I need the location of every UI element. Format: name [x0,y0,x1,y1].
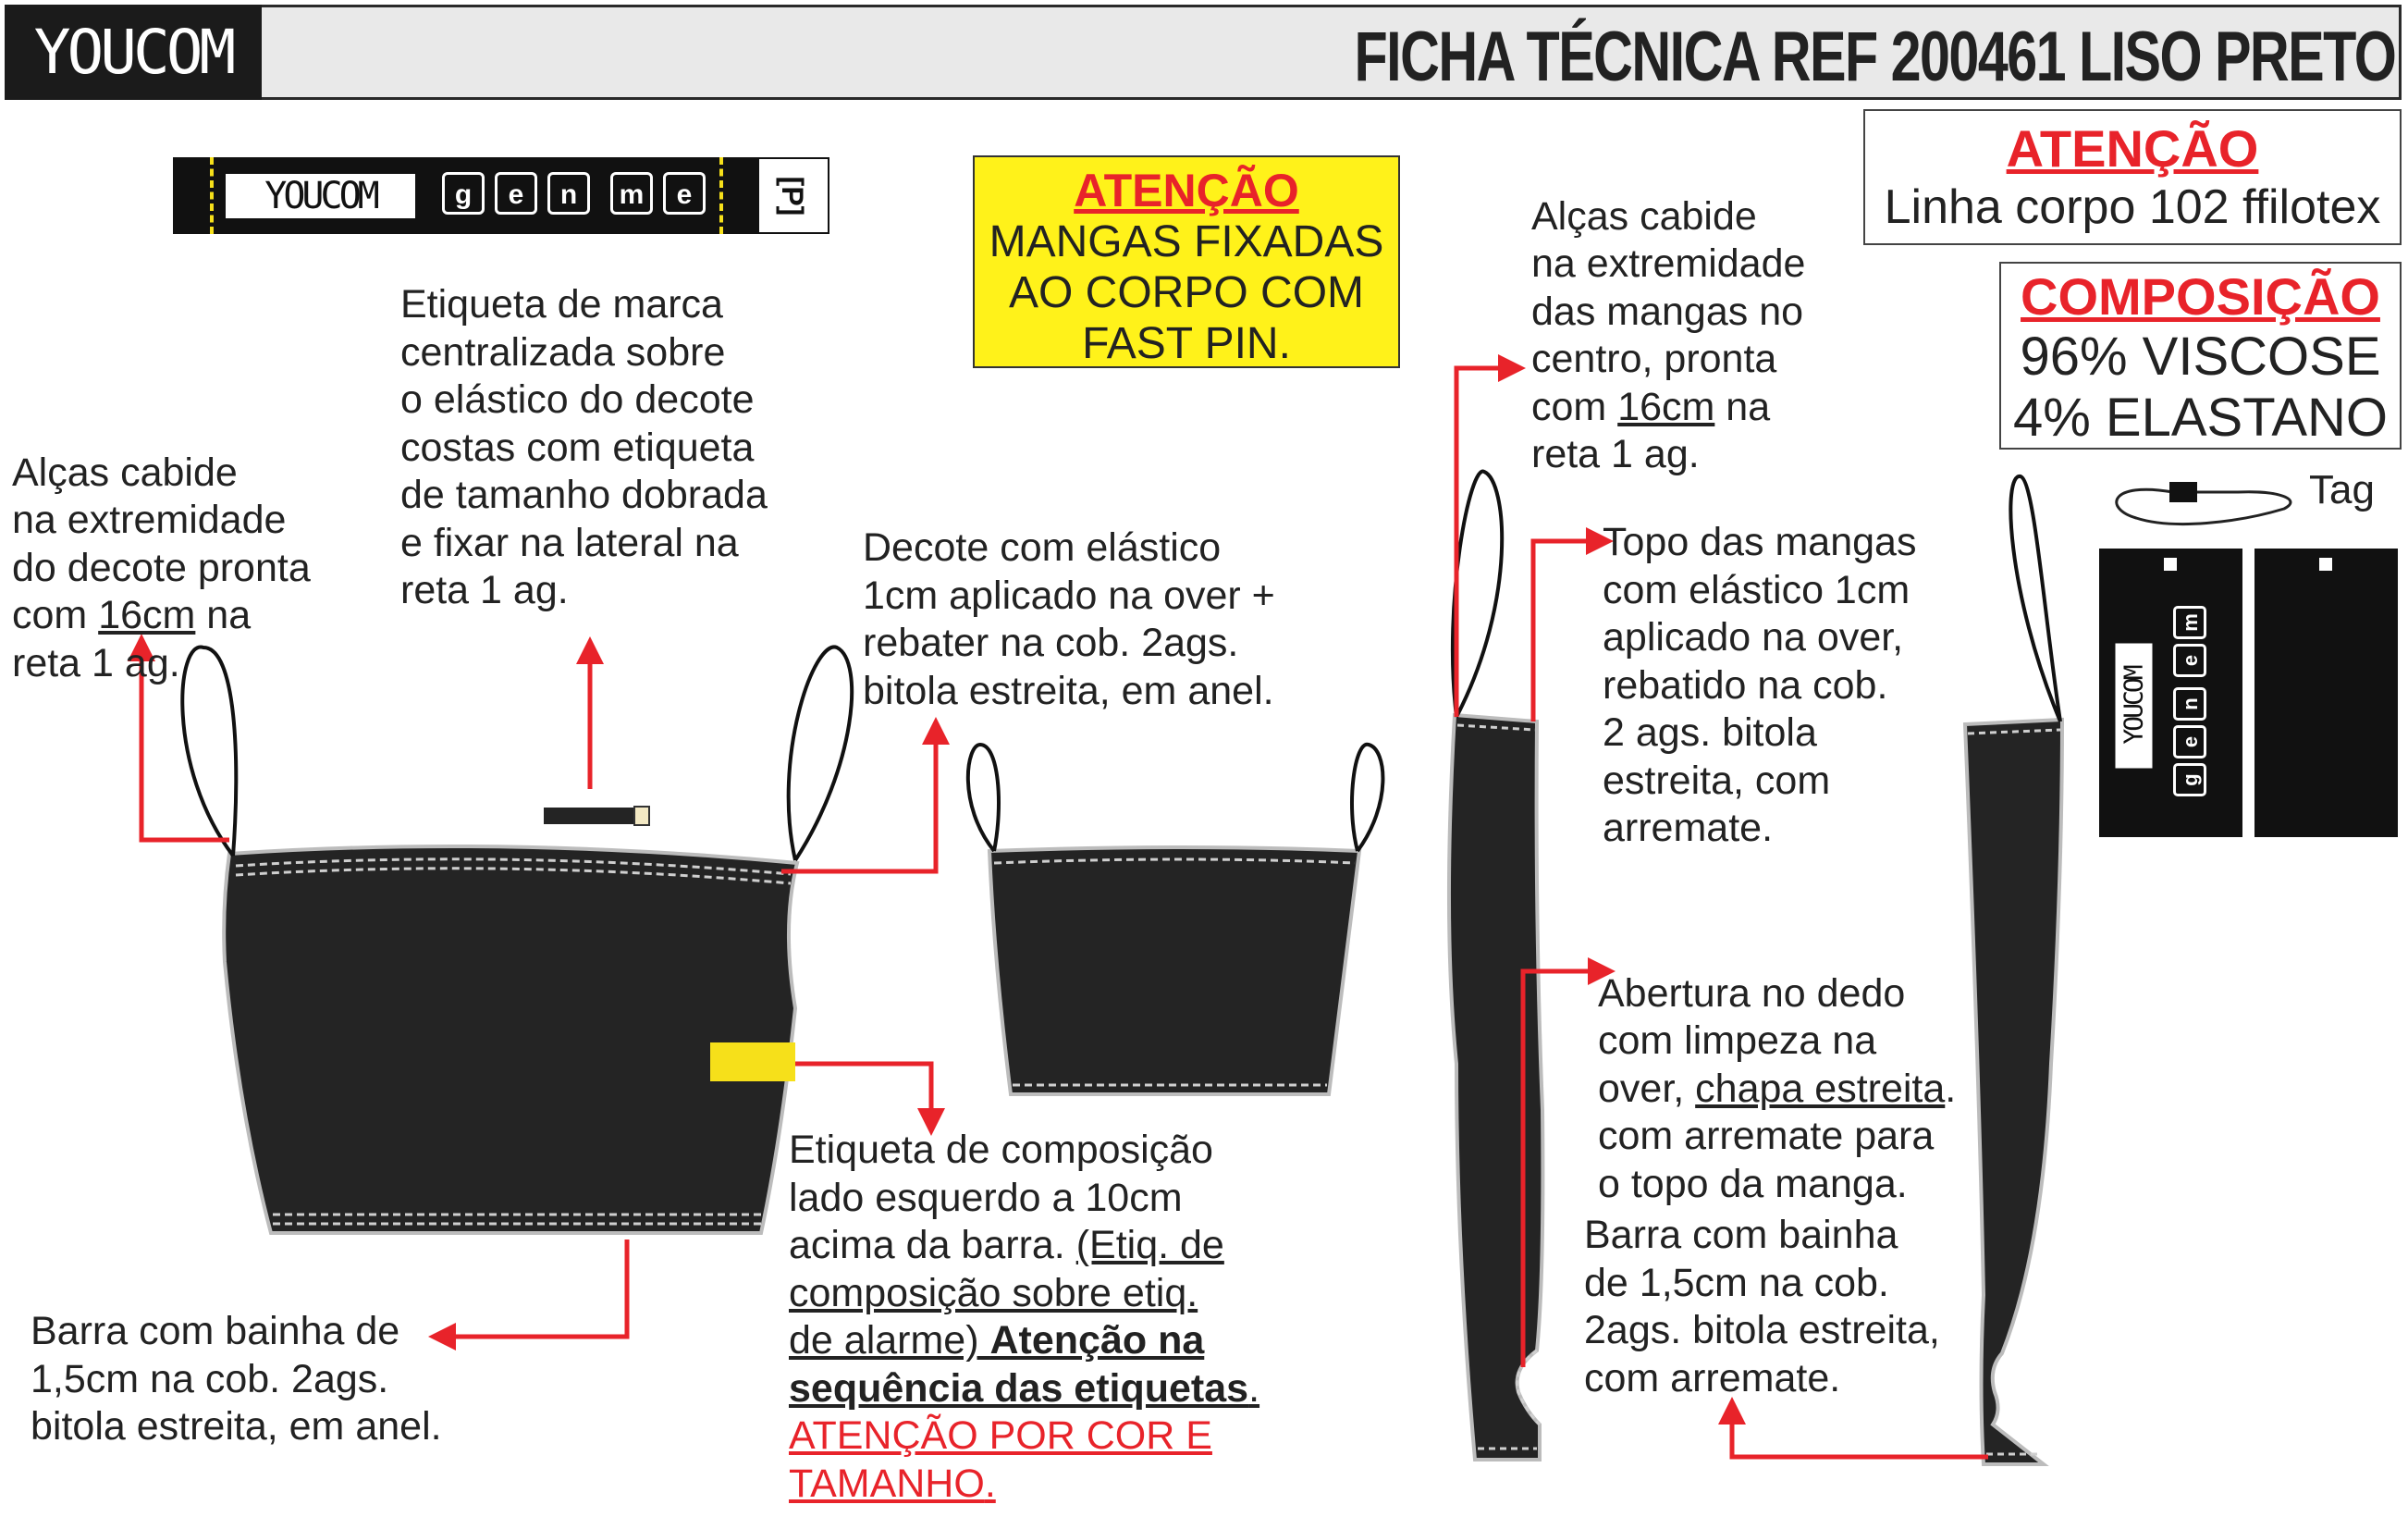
note-topo-mangas: Topo das mangas com elástico 1cm aplicado na over, rebatido na cob. 2 ags. bitola estreita, com arremate. [1603,520,1917,850]
note-decote-elastico: Decote com elástico 1cm aplicado na over + rebater na cob. 2ags. bitola estreita, em anel. [863,525,1275,713]
sleeve-left-hanger-loop [1453,472,1502,717]
composition-heading: COMPOSIÇÃO [2021,267,2380,326]
youcom-logo: YOUCOM [5,5,262,100]
attention-thread-heading: ATENÇÃO [2006,119,2259,178]
note-etiqueta-marca: Etiqueta de marca centralizada sobre o elástico do decote costas com etiqueta de tamanho dobrada e fixar na lateral na reta 1 ag. [400,282,768,612]
top-front-body [224,846,797,1233]
arrow-barra-mangas [1732,1411,1988,1457]
sleeve-right-hanger-loop [2010,476,2060,722]
attention-sleeves-text: MANGAS FIXADAS AO CORPO COM FAST PIN. [989,217,1384,368]
tag-letter-m: m [2173,606,2206,639]
note-alcas-mangas: Alças cabide na extremidade das mangas no centro, pronta com 16cm na reta 1 ag. [1531,193,1806,476]
tag-logo: YOUCOM [2116,644,2153,769]
attention-thread-text: Linha corpo 102 ffilotex [1884,180,2381,234]
note-abertura-dedo: Abertura no dedo com limpeza na over, chapa estreita. com arremate para o topo da manga. [1598,970,1957,1206]
sleeve-right [1965,720,2062,1464]
composition-label [710,1042,795,1081]
brand-label-letter-n: n [547,172,590,215]
brand-label-on-body [544,808,634,824]
brand-label-letter-e2: e [663,172,706,215]
arrow-barra-corpo [442,1240,627,1337]
note-barra-corpo: Barra com bainha de 1,5cm na cob. 2ags. bitola estreita, em anel. [31,1309,442,1449]
composition-line-1: 96% VISCOSE [2020,327,2381,387]
brand-label-size-tab [634,807,649,825]
top-back-body [989,847,1359,1094]
note-barra-mangas: Barra com bainha de 1,5cm na cob. 2ags. bitola estreita, com arremate. [1584,1213,1940,1400]
note-alcas-decote: Alças cabide na extremidade do decote pronta com 16cm na reta 1 ag. [12,450,311,685]
brand-label-logo: YOUCOM [226,174,415,218]
tag-label: Tag [2309,467,2375,512]
brand-label-letter-m: m [610,172,653,215]
page-title: FICHA TÉCNICA REF 200461 LISO PRETO [1354,18,2395,96]
arrow-topo-mangas [1533,541,1600,722]
tag-letter-e: e [2173,644,2206,677]
tag-letter-g: g [2173,763,2206,796]
note-etiqueta-composicao: Etiqueta de composição lado esquerdo a 10cm acima da barra. (Etiq. de composição sobre etiq. de alarme) Atenção na sequência das etiquetas. ATENÇÃO POR COR E TAMANHO. [789,1128,1260,1506]
sleeve-left [1449,715,1542,1460]
tag-letter-e2: e [2173,725,2206,758]
brand-label-letter-g: g [442,172,485,215]
arrow-etiqueta-composicao [795,1064,931,1122]
attention-heading: ATENÇÃO [1074,165,1299,216]
brand-label-letter-e: e [495,172,537,215]
size-label: [P] [776,176,809,216]
back-hanger-loop-right [1352,745,1382,851]
composition-line-2: 4% ELASTANO [2012,388,2389,448]
hanger-loop-right [789,647,852,860]
tag-letter-n: n [2173,687,2206,721]
back-hanger-loop-left [968,745,999,851]
